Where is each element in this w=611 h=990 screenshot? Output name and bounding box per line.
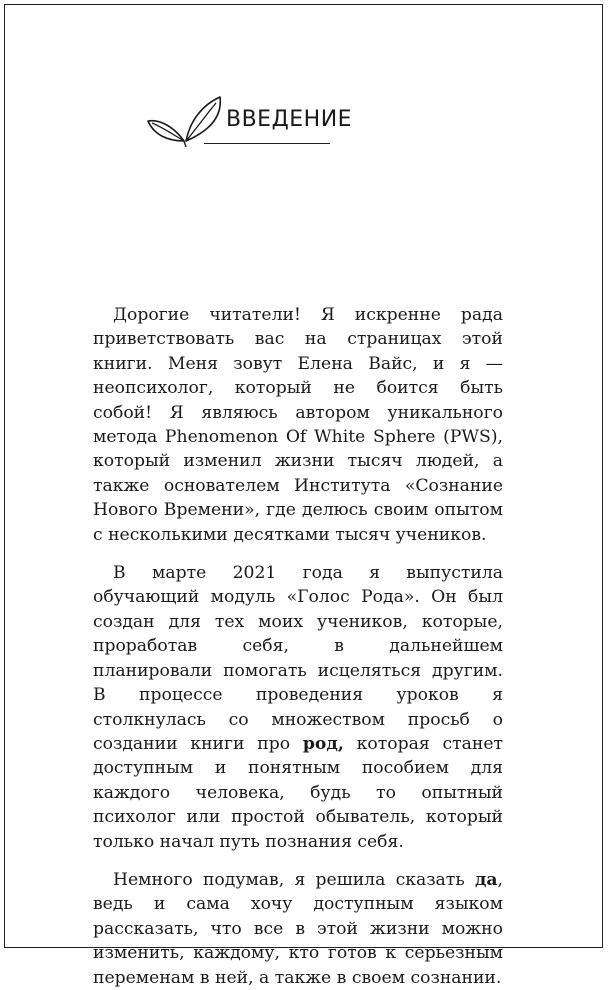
- text-run: которая станет доступным и понятным пособием для каждого человека, будь то опытный психолог или простой обыватель, который только начал путь познания себя.: [93, 733, 504, 852]
- text-run: В марте 2021 года я выпустила обучающий модуль «Голос Рода». Он был создан для тех моих учеников, которые, проработав себя, в дальнейшем планировали помогать исцеляться другим. В процессе проведения уроков я столкнулась со множеством просьб о создании книги про: [93, 563, 503, 754]
- chapter-title: ВВЕДЕНИЕ: [226, 107, 353, 132]
- text-run: Немного подумав, я решила сказать: [113, 869, 475, 890]
- text-run: Дорогие читатели! Я искренне рада приветствовать вас на страницах этой книги. Меня зовут Елена Вайс, и я — неопсихолог, который не боится быть собой! Я являюсь автором уникального метода Phenomenon Of White Sphere (PWS), который изменил жизни тысяч людей, а также основателем Института «Сознание Нового Времени», где делюсь своим опытом с несколькими десятками тысяч учеников.: [93, 305, 503, 545]
- book-page: [4, 4, 603, 988]
- text-run: , ведь и сама хочу доступным языком рассказать, что все в этой жизни можно изменить, каждому, кто готов к серьезным переменам в ней, а также в своем сознании.: [93, 869, 503, 988]
- paragraph: [93, 303, 503, 547]
- paragraph: [93, 561, 503, 854]
- chapter-underline: [204, 143, 330, 144]
- leaf-sprout-icon: [144, 91, 224, 147]
- body-text: [93, 303, 503, 990]
- bold-text: да: [474, 869, 498, 890]
- chapter-heading: [144, 91, 353, 147]
- bold-text: род,: [302, 733, 344, 754]
- paragraph: [93, 868, 503, 990]
